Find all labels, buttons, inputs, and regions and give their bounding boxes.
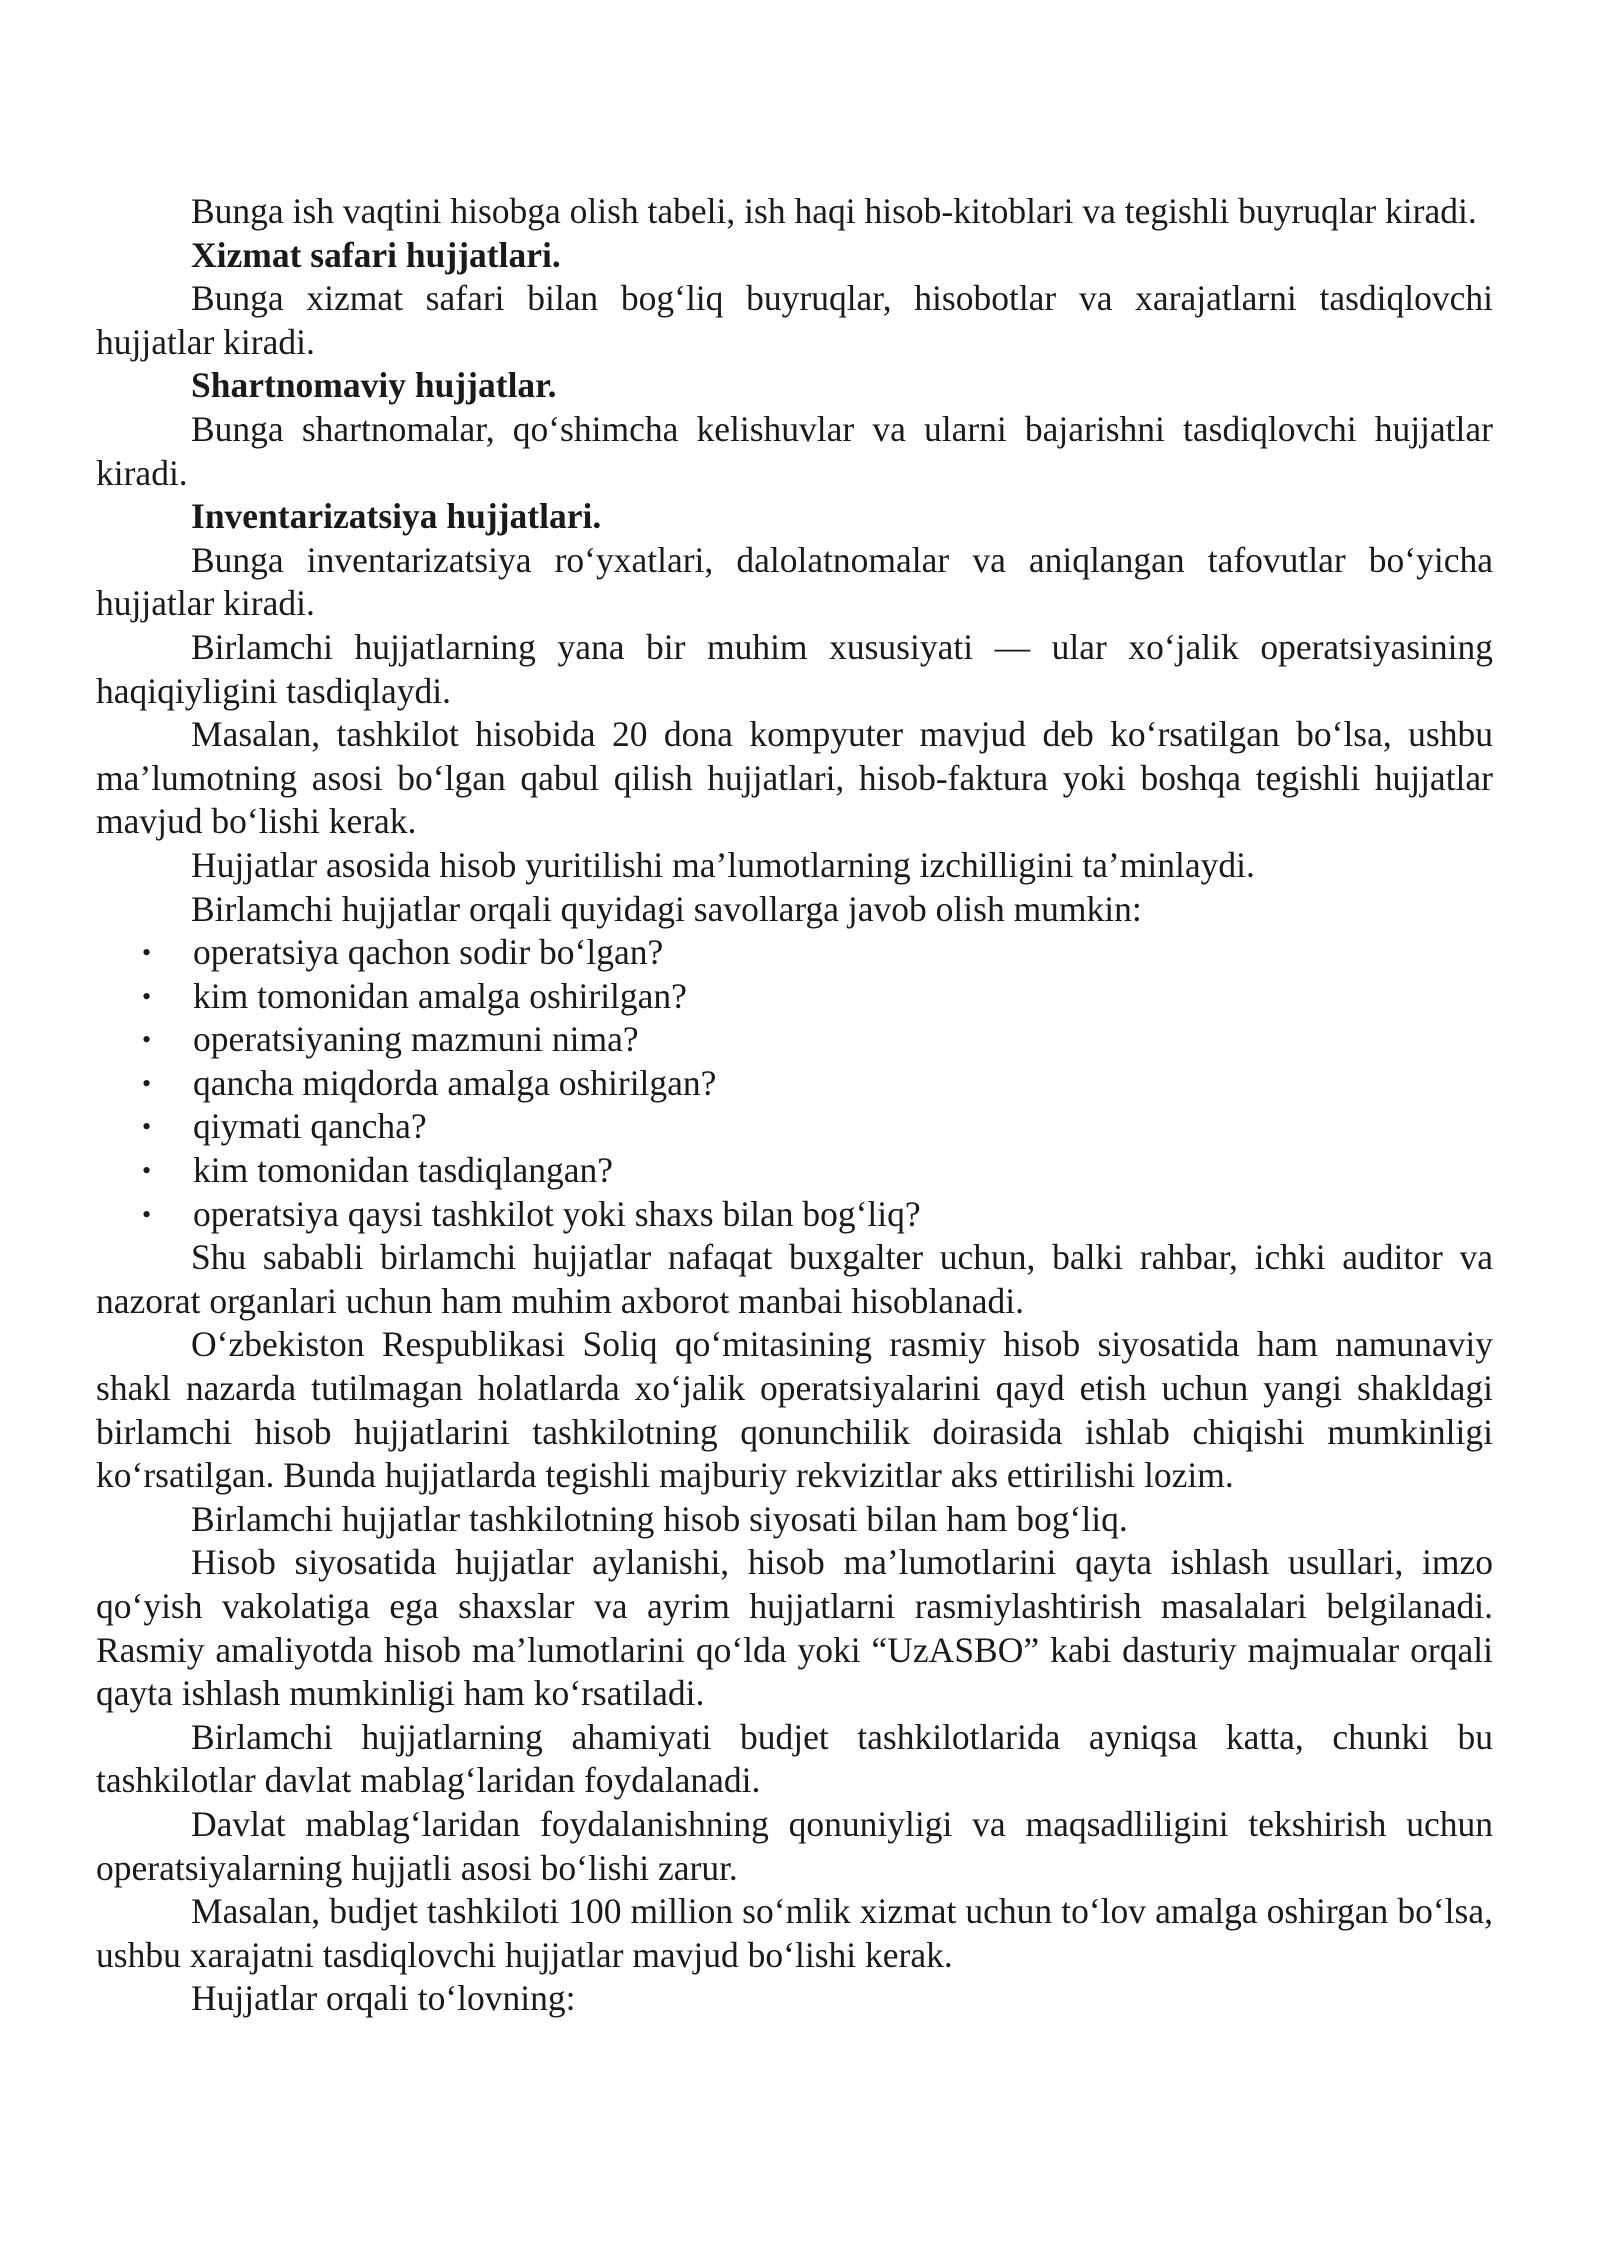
list-item-text: qancha miqdorda amalga oshirilgan? bbox=[193, 1062, 717, 1103]
list-item bbox=[96, 975, 1493, 1019]
bullet-icon: • bbox=[142, 938, 152, 968]
list-item bbox=[96, 1193, 1493, 1237]
list-item-text: operatsiya qachon sodir bo‘lgan? bbox=[193, 932, 664, 973]
paragraph: O‘zbekiston Respublikasi Soliq qo‘mitasining rasmiy hisob siyosatida ham namunaviy shakl nazarda tutilmagan holatlarda xo‘jalik operatsiyalarini qayd etish uchun yangi shakldagi birlamchi hisob hujjatlarini tashkilotning qonunchilik doirasida ishlab chiqishi mumkinligi ko‘rsatilgan. Bunda hujjatlarda tegishli majburiy rekvizitlar aks ettirilishi lozim. bbox=[96, 1324, 1493, 1496]
list-item bbox=[96, 1018, 1493, 1062]
paragraph: Bunga inventarizatsiya ro‘yxatlari, dalolatnomalar va aniqlangan tafovutlar bo‘yicha hujjatlar kiradi. bbox=[96, 539, 1493, 624]
section-heading: Inventarizatsiya hujjatlari. bbox=[191, 496, 602, 537]
paragraph: Birlamchi hujjatlarning ahamiyati budjet tashkilotlarida ayniqsa katta, chunki bu tashkilotlar davlat mablag‘laridan foydalanadi. bbox=[96, 1716, 1493, 1801]
list-item bbox=[96, 1062, 1493, 1106]
paragraph: Bunga shartnomalar, qo‘shimcha kelishuvlar va ularni bajarishni tasdiqlovchi hujjatlar kiradi. bbox=[96, 408, 1493, 493]
list-item-text: operatsiya qaysi tashkilot yoki shaxs bilan bog‘liq? bbox=[193, 1193, 921, 1234]
list-item-text: qiymati qancha? bbox=[193, 1106, 427, 1147]
list-item-text: kim tomonidan tasdiqlangan? bbox=[193, 1150, 614, 1191]
bullet-icon: • bbox=[142, 1199, 152, 1229]
list-item bbox=[96, 1105, 1493, 1149]
bullet-icon: • bbox=[142, 1112, 152, 1142]
list-item bbox=[96, 931, 1493, 975]
document-page bbox=[96, 190, 1493, 2021]
paragraph: Davlat mablag‘laridan foydalanishning qonuniyligi va maqsadliligini tekshirish uchun operatsiyalarning hujjatli asosi bo‘lishi zarur. bbox=[96, 1803, 1493, 1888]
question-list bbox=[96, 931, 1493, 1236]
paragraph: Birlamchi hujjatlarning yana bir muhim xususiyati — ular xo‘jalik operatsiyasining haqiqiyligini tasdiqlaydi. bbox=[96, 626, 1493, 711]
section-heading: Shartnomaviy hujjatlar. bbox=[191, 365, 557, 406]
paragraph: Birlamchi hujjatlar orqali quyidagi savollarga javob olish mumkin: bbox=[191, 888, 1142, 929]
list-item-text: operatsiyaning mazmuni nima? bbox=[193, 1019, 639, 1060]
bullet-icon: • bbox=[142, 1025, 152, 1055]
paragraph: Bunga xizmat safari bilan bog‘liq buyruqlar, hisobotlar va xarajatlarni tasdiqlovchi hujjatlar kiradi. bbox=[96, 278, 1493, 362]
paragraph: Shu sababli birlamchi hujjatlar nafaqat buxgalter uchun, balki rahbar, ichki auditor va nazorat organlari uchun ham muhim axborot manbai hisoblanadi. bbox=[96, 1237, 1493, 1321]
section-heading: Xizmat safari hujjatlari. bbox=[191, 234, 561, 275]
bullet-icon: • bbox=[142, 1156, 152, 1186]
paragraph: Hisob siyosatida hujjatlar aylanishi, hisob ma’lumotlarini qayta ishlash usullari, imzo qo‘yish vakolatiga ega shaxslar va ayrim hujjatlarni rasmiylashtirish masalalari belgilanadi. Rasmiy amaliyotda hisob ma’lumotlarini qo‘lda yoki “UzASBO” kabi dasturiy majmualar orqali qayta ishlash mumkinligi ham ko‘rsatiladi. bbox=[96, 1542, 1493, 1714]
paragraph: Masalan, budjet tashkiloti 100 million so‘mlik xizmat uchun to‘lov amalga oshirgan bo‘lsa, ushbu xarajatni tasdiqlovchi hujjatlar mavjud bo‘lishi kerak. bbox=[96, 1891, 1493, 1975]
paragraph: Hujjatlar orqali to‘lovning: bbox=[191, 1978, 576, 2019]
list-item-text: kim tomonidan amalga oshirilgan? bbox=[193, 975, 687, 1016]
list-item bbox=[96, 1149, 1493, 1193]
bullet-icon: • bbox=[142, 1068, 152, 1098]
paragraph: Hujjatlar asosida hisob yuritilishi ma’lumotlarning izchilligini ta’minlaydi. bbox=[191, 844, 1255, 885]
bullet-icon: • bbox=[142, 981, 152, 1011]
paragraph: Birlamchi hujjatlar tashkilotning hisob siyosati bilan ham bog‘liq. bbox=[191, 1498, 1128, 1539]
paragraph: Bunga ish vaqtini hisobga olish tabeli, ish haqi hisob-kitoblari va tegishli buyruqlar kiradi. bbox=[191, 191, 1477, 231]
paragraph: Masalan, tashkilot hisobida 20 dona kompyuter mavjud deb ko‘rsatilgan bo‘lsa, ushbu ma’lumotning asosi bo‘lgan qabul qilish hujjatlari, hisob-faktura yoki boshqa tegishli hujjatlar mavjud bo‘lishi kerak. bbox=[96, 714, 1493, 842]
